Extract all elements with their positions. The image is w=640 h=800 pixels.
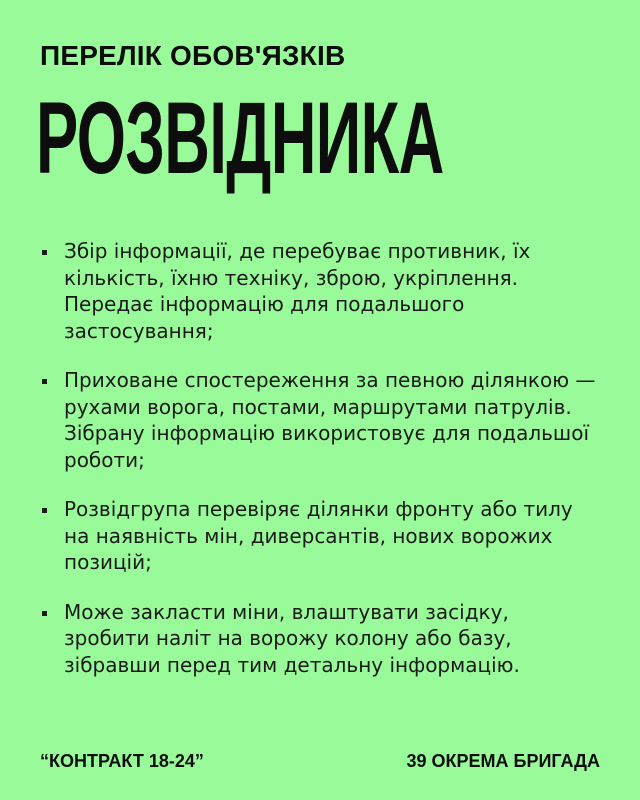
bullet-icon	[42, 508, 47, 513]
footer-contract-label: “КОНТРАКТ 18-24”	[40, 751, 204, 771]
duty-text: Може закласти міни, влаштувати засідку, зробити наліт на ворожу колону або базу, зібравши перед тим детальну інформацію.	[64, 599, 520, 677]
duty-item	[40, 599, 600, 679]
duty-text: Розвідгрупа перевіряє ділянки фронту або тилу на наявність мін, диверсантів, нових ворожих позицій;	[64, 497, 573, 574]
duties-list	[40, 238, 600, 701]
bullet-icon	[42, 250, 47, 255]
duty-item	[40, 367, 600, 473]
poster-subtitle: ПЕРЕЛІК ОБОВ'ЯЗКІВ	[40, 40, 346, 71]
bullet-icon	[42, 379, 47, 384]
poster-title: РОЗВІДНИКА	[36, 81, 444, 195]
duty-item	[40, 238, 600, 344]
duty-text: Приховане спостереження за певною ділянкою — рухами ворога, постами, маршрутами патрулів. Зібрану інформацію використовує для подальшої роботи;	[64, 368, 596, 472]
duty-item	[40, 496, 600, 576]
duty-text: Збір інформації, де перебуває противник, їх кількість, їхню техніку, зброю, укріплення. Передає інформацію для подальшого застосування;	[64, 239, 531, 343]
footer-brigade-label: 39 ОКРЕМА БРИГАДА	[406, 751, 600, 771]
bullet-icon	[42, 611, 47, 616]
